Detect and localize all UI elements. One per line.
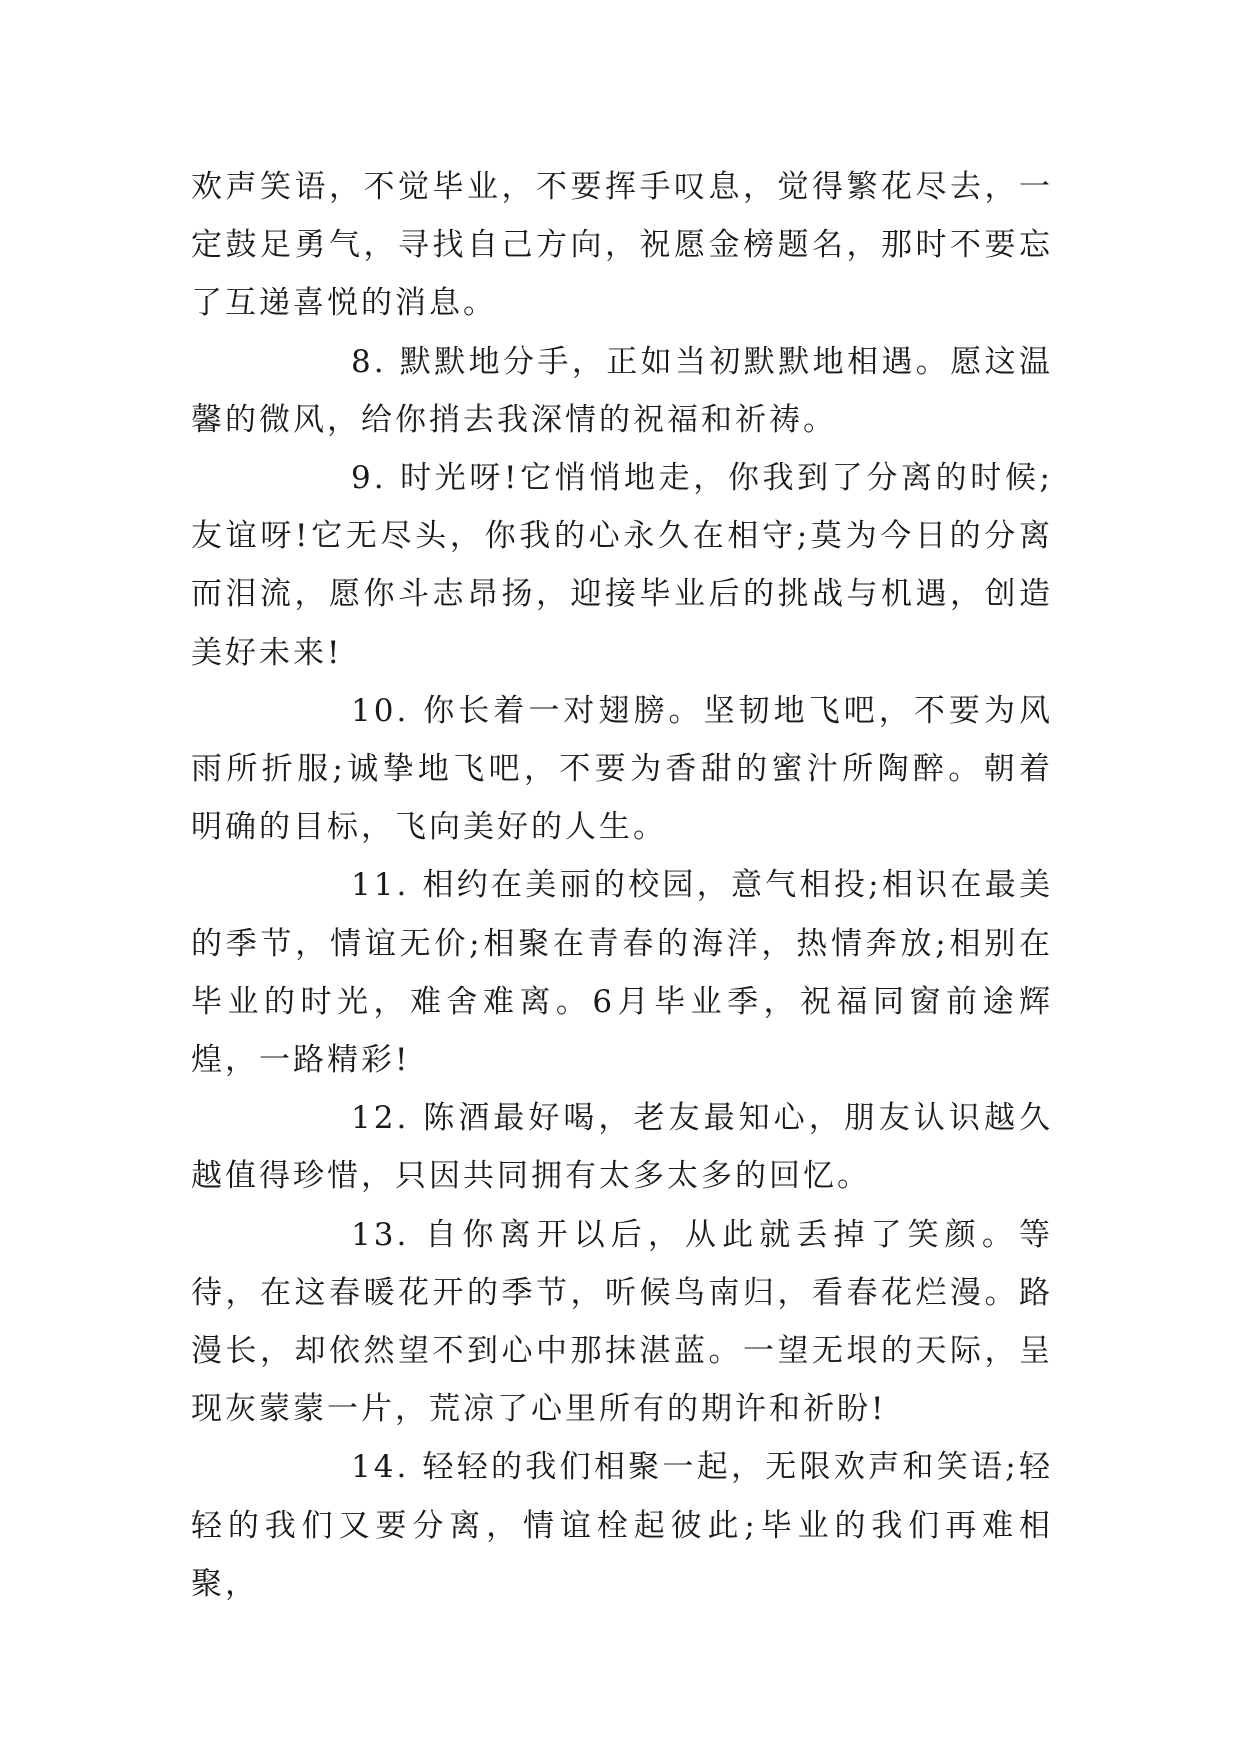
document-body: [191, 158, 1053, 1613]
paragraph-continuation: 欢声笑语，不觉毕业，不要挥手叹息，觉得繁花尽去，一定鼓足勇气，寻找自己方向，祝愿金榜题名，那时不要忘了互递喜悦的消息。: [191, 169, 1053, 322]
paragraph-item-14: 14. 轻轻的我们相聚一起，无限欢声和笑语;轻轻的我们又要分离，情谊栓起彼此;毕业的我们再难相聚，: [191, 1449, 1053, 1602]
paragraph-item-13: 13. 自你离开以后，从此就丢掉了笑颜。等待，在这春暖花开的季节，听候鸟南归，看春花烂漫。路漫长，却依然望不到心中那抹湛蓝。一望无垠的天际，呈现灰蒙蒙一片，荒凉了心里所有的期许和祈盼!: [191, 1216, 1053, 1428]
paragraph-item-10: 10. 你长着一对翅膀。坚韧地飞吧，不要为风雨所折服;诚挚地飞吧，不要为香甜的蜜汁所陶醉。朝着明确的目标，飞向美好的人生。: [191, 692, 1053, 846]
paragraph-item-11: 11. 相约在美丽的校园，意气相投;相识在最美的季节，情谊无价;相聚在青春的海洋，热情奔放;相别在毕业的时光，难舍难离。6月毕业季，祝福同窗前途辉煌，一路精彩!: [191, 867, 1053, 1079]
paragraph-item-8: 8. 默默地分手，正如当初默默地相遇。愿这温馨的微风，给你捎去我深情的祝福和祈祷。: [191, 343, 1053, 438]
paragraph-item-9: 9. 时光呀!它悄悄地走，你我到了分离的时候;友谊呀!它无尽头，你我的心永久在相守;莫为今日的分离而泪流，愿你斗志昂扬，迎接毕业后的挑战与机遇，创造美好未来!: [191, 460, 1053, 671]
paragraph-item-12: 12. 陈酒最好喝，老友最知心，朋友认识越久越值得珍惜，只因共同拥有太多太多的回忆。: [191, 1100, 1053, 1195]
